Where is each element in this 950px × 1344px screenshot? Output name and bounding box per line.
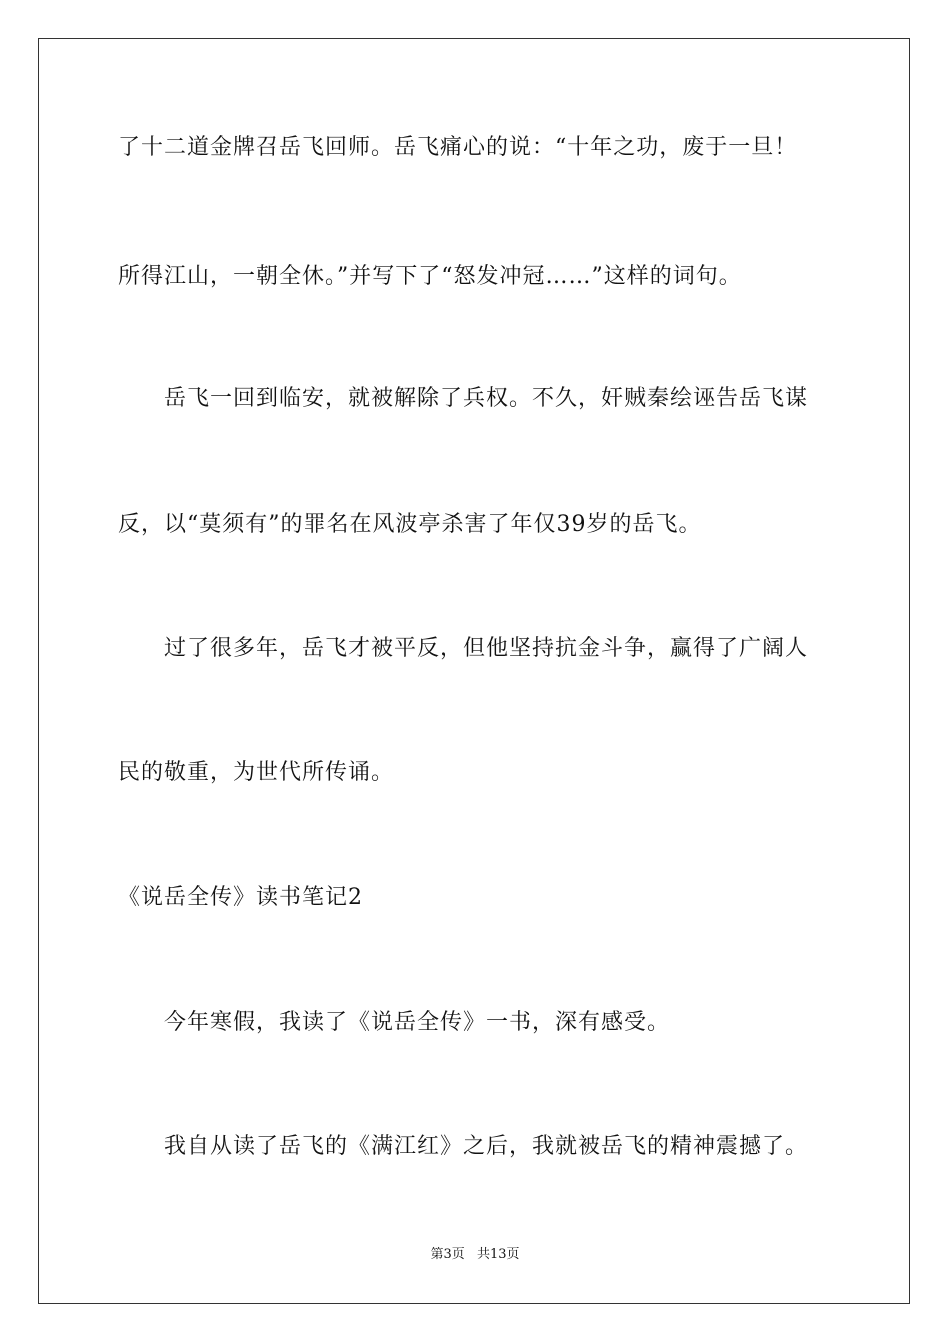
page-border bbox=[38, 38, 910, 1304]
page-number: 第3页 bbox=[430, 1247, 465, 1262]
page-total: 共13页 bbox=[476, 1247, 520, 1262]
paragraph-line: 民的敬重，为世代所传诵。 bbox=[118, 760, 395, 785]
paragraph-line: 今年寒假，我读了《说岳全传》一书，深有感受。 bbox=[164, 1010, 671, 1035]
paragraph-line: 反，以“莫须有”的罪名在风波亭杀害了年仅39岁的岳飞。 bbox=[118, 512, 702, 537]
page-footer bbox=[0, 1246, 950, 1264]
paragraph-line: 了十二道金牌召岳飞回师。岳飞痛心的说：“十年之功，废于一旦！ bbox=[118, 135, 798, 160]
paragraph-line: 岳飞一回到临安，就被解除了兵权。不久，奸贼秦绘诬告岳飞谋 bbox=[164, 386, 809, 411]
paragraph-line: 过了很多年，岳飞才被平反，但他坚持抗金斗争，赢得了广阔人 bbox=[164, 636, 809, 661]
paragraph-line: 所得江山，一朝全休。”并写下了“怒发冲冠……”这样的词句。 bbox=[118, 264, 742, 289]
paragraph-line: 我自从读了岳飞的《满江红》之后，我就被岳飞的精神震撼了。 bbox=[164, 1134, 809, 1159]
section-heading: 《说岳全传》读书笔记2 bbox=[118, 885, 363, 910]
